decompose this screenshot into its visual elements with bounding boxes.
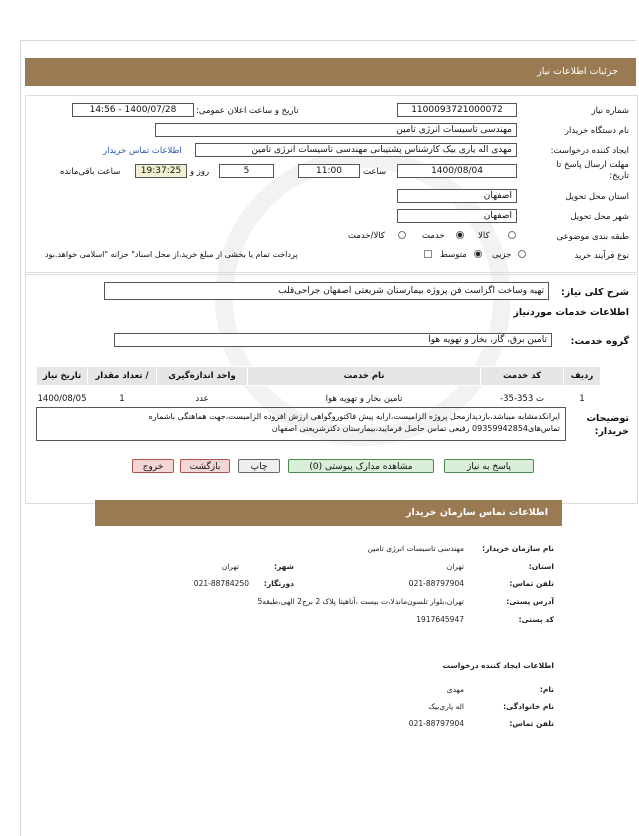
contact-province-label: استان: [528,562,554,571]
buyer-contact-link[interactable]: اطلاعات تماس خریدار [103,146,182,156]
category-label: طبقه بندی موضوعی [556,232,629,242]
days-field: 5 [219,164,274,178]
creator-last-name: اله یاری‌بیک [428,702,464,711]
contact-address: تهران،بلوار تلسون‌ماندلا،ت بیست ،آناهیتا پلاک 2 برج2 الهی،طبقه5 [257,597,464,606]
buyer-org-field: مهندسی تاسیسات انرژی تامین [155,123,517,137]
purchase-type-label: نوع فرآیند خرید [574,251,629,261]
city-field: اصفهان [397,209,517,223]
category-option-service: خدمت [422,231,445,241]
org-name: مهندسی تاسیسات انرژی تامین [367,544,464,553]
cell-code: ت 353-35- [500,394,544,404]
creator-last-name-label: نام خانوادگی: [503,702,554,711]
top-bar-title: جزئیات اطلاعات نیاز [537,66,618,77]
creator-first-name-label: نام: [539,685,554,694]
org-name-label: نام سازمان خریدار: [482,544,554,553]
cell-row: 1 [579,394,585,404]
col-code: کد خدمت [481,367,564,386]
services-title: اطلاعات خدمات مورد‌نیاز [513,307,629,318]
contact-fax: 021-88784250 [193,579,249,588]
back-button[interactable]: بازگشت [180,459,230,473]
creator-field: مهدی اله یاری بیک کارشناس پشتیبانی مهندسی تاسیسات انرژی تامین [195,143,517,157]
category-option-both: کالا/خدمت [348,231,385,241]
buyer-org-label: نام دستگاه خریدار [564,126,629,136]
col-name: نام خدمت [248,367,481,386]
frame-top [20,40,636,41]
payment-note: پرداخت تمام یا بخشی از مبلغ خرید،از محل اسناد" خزانه "اسلامی خواهد.بود [45,250,298,259]
creator-phone: 021-88797904 [408,719,464,728]
payment-checkbox[interactable] [424,250,432,258]
summary-field: تهیه وساخت اگزاست فن پروژه بیمارستان شریعتی اصفهان جراحی‌قلب [104,282,549,300]
time-label: ساعت [363,167,387,177]
cell-date: 1400/08/05 [37,394,87,404]
col-row: ردیف [564,367,601,386]
cell-unit: عدد [195,394,209,404]
contact-city-label: شهر: [274,562,294,571]
category-radio-service[interactable] [456,231,464,239]
province-field: اصفهان [397,189,517,203]
form-panel [25,95,638,273]
deadline-time-field: 11:00 [298,164,360,178]
contact-postal-label: کد پستی: [518,615,554,624]
cell-name: تامین بخار و تهویه هوا [325,394,403,404]
col-unit: واحد اندازه‌گیری [157,367,248,386]
purchase-option-medium: متوسط [440,250,467,260]
remaining-label: ساعت باقی‌مانده [60,167,121,177]
contact-header [95,500,562,526]
notes-label: توضیحات خریدار: [586,413,629,437]
print-button[interactable]: چاپ [238,459,280,473]
days-label: روز و [190,167,210,177]
announce-label: تاریخ و ساعت اعلان عمومی: [196,106,299,116]
purchase-option-minor: جزیی [492,250,512,260]
col-qty: / تعداد مقدار [88,367,157,386]
creator-phone-label: تلفن تماس: [509,719,554,728]
need-number-field: 1100093721000072 [397,103,517,117]
top-bar [25,58,636,86]
service-group-label: گروه خدمت: [570,336,629,347]
reply-button[interactable]: پاسخ به نیاز [444,459,534,473]
deadline-date-field: 1400/08/04 [397,164,517,178]
remaining-time-field: 19:37:25 [135,164,187,178]
category-option-goods: کالا [478,231,490,241]
purchase-radio-minor[interactable] [518,250,526,258]
services-table [36,366,601,412]
frame-left [20,40,21,836]
category-radio-goods[interactable] [508,231,516,239]
purchase-radio-medium[interactable] [474,250,482,258]
announce-field: 1400/07/28 - 14:56 [72,103,194,117]
creator-first-name: مهدی [446,685,464,694]
col-date: تاریخ نیاز [37,367,88,386]
exit-button[interactable]: خروج [132,459,174,473]
category-radio-both[interactable] [398,231,406,239]
contact-province: تهران [446,562,464,571]
cell-qty: 1 [119,394,125,404]
deadline-label: مهلت ارسال پاسخ تا تاریخ: [556,160,629,181]
creator-label: ایجاد کننده درخواست: [550,146,629,156]
summary-label: شرح کلی نیاز: [560,287,629,298]
contact-title: اطلاعات تماس سازمان خریدار [405,507,548,518]
province-label: استان محل تحویل [565,192,629,202]
creator-section-title: اطلاعات ایجاد کننده درخواست [442,661,554,670]
attachments-button[interactable]: مشاهده مدارک پیوستی (0) [288,459,434,473]
need-number-label: شماره نیاز [591,106,629,116]
contact-phone-label: تلفن تماس: [509,579,554,588]
notes-box [36,407,566,441]
notes-line-2: تماس‌های09359942854 رفیعی تماس حاصل فرمایید،بیمارستان دکترشریعتی اصفهان [271,424,560,433]
contact-phone: 021-88797904 [408,579,464,588]
service-group-field: تامین برق، گاز، بخار و تهویه هوا [114,333,552,347]
contact-address-label: آدرس پستی: [506,597,554,606]
contact-city: تهران [221,562,239,571]
city-label: شهر محل تحویل [570,212,629,222]
contact-postal: 1917645947 [416,615,464,624]
contact-fax-label: دورنگار: [263,579,294,588]
notes-line-1: ایرانکدمشابه میباشد،بازدیدازمحل پروژه الزامیست،ارایه پیش فاکتوروگواهی ارزش افزوده الزامیست،جهت هماهنگی باشماره [148,412,560,421]
